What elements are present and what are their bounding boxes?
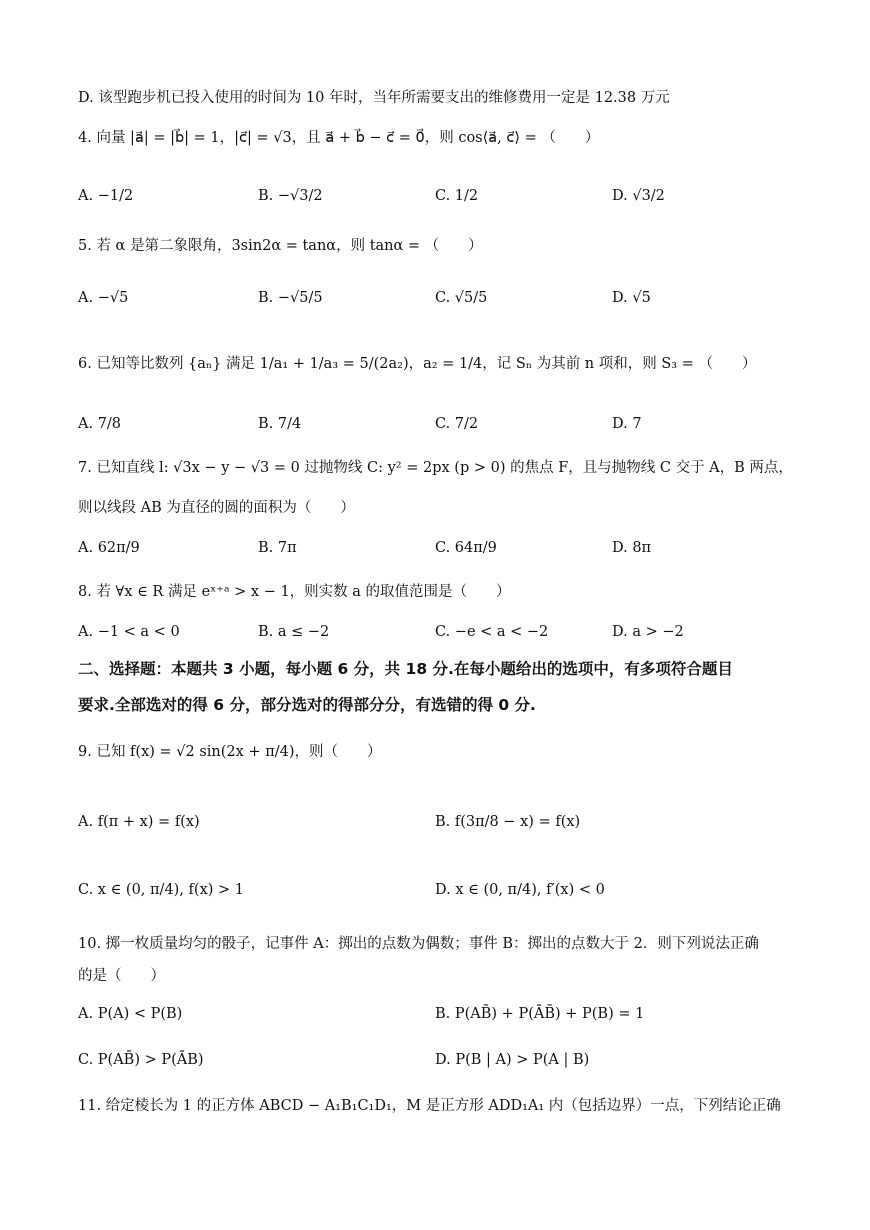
q4-option-a: A. −1/2 — [78, 188, 134, 204]
question-8-stem: 8. 若 ∀x ∈ R 满足 eˣ⁺ᵃ > x − 1，则实数 a 的取值范围是（ ） — [78, 584, 511, 600]
section-2-heading-line2: 要求.全部选对的得 6 分，部分选对的得部分分，有选错的得 0 分. — [78, 696, 536, 714]
q9-option-c: C. x ∈ (0, π/4), f(x) > 1 — [78, 882, 244, 898]
question-9-stem: 9. 已知 f(x) = √2 sin(2x + π/4)，则（ ） — [78, 744, 382, 760]
question-6-stem: 6. 已知等比数列 {aₙ} 满足 1/a₁ + 1/a₃ = 5/(2a₂)，a₂ = 1/4，记 Sₙ 为其前 n 项和，则 S₃ = （ ） — [78, 356, 757, 372]
q7-option-c: C. 64π/9 — [435, 540, 497, 556]
q6-option-a: A. 7/8 — [78, 416, 122, 432]
q8-option-c: C. −e < a < −2 — [435, 624, 549, 640]
q5-option-d: D. √5 — [612, 290, 651, 306]
question-11-stem: 11. 给定棱长为 1 的正方体 ABCD − A₁B₁C₁D₁，M 是正方形 ADD₁A₁ 内（包括边界）一点，下列结论正确 — [78, 1098, 781, 1114]
q7-option-b: B. 7π — [258, 540, 297, 556]
q5-option-a: A. −√5 — [78, 290, 129, 306]
q7-option-d: D. 8π — [612, 540, 652, 556]
q10-option-b: B. P(AB̄) + P(ĀB̄) + P(B) = 1 — [435, 1006, 645, 1022]
q4-option-b: B. −√3/2 — [258, 188, 323, 204]
q5-option-c: C. √5/5 — [435, 290, 488, 306]
q9-option-a: A. f(π + x) = f(x) — [78, 814, 200, 830]
q10-option-c: C. P(AB̄) > P(ĀB) — [78, 1052, 204, 1068]
q5-option-b: B. −√5/5 — [258, 290, 323, 306]
q6-option-c: C. 7/2 — [435, 416, 479, 432]
question-7-stem-line1: 7. 已知直线 l: √3x − y − √3 = 0 过抛物线 C: y² = 2px (p > 0) 的焦点 F，且与抛物线 C 交于 A，B 两点， — [78, 460, 793, 476]
q7-option-a: A. 62π/9 — [78, 540, 140, 556]
q4-option-c: C. 1/2 — [435, 188, 479, 204]
question-10-stem-line2: 的是（ ） — [78, 968, 165, 984]
question-10-stem-line1: 10. 掷一枚质量均匀的骰子，记事件 A：掷出的点数为偶数；事件 B：掷出的点数大于 2．则下列说法正确 — [78, 936, 759, 952]
section-2-heading-line1: 二、选择题：本题共 3 小题，每小题 6 分，共 18 分.在每小题给出的选项中，有多项符合题目 — [78, 660, 733, 678]
q8-option-b: B. a ≤ −2 — [258, 624, 330, 640]
q6-option-b: B. 7/4 — [258, 416, 302, 432]
q8-option-d: D. a > −2 — [612, 624, 684, 640]
question-4-stem: 4. 向量 |a⃗| = |b⃗| = 1，|c⃗| = √3，且 a⃗ + b⃗ − c⃗ = 0⃗，则 cos⟨a⃗, c⃗⟩ = （ ） — [78, 130, 600, 146]
q10-option-d: D. P(B | A) > P(A | B) — [435, 1052, 590, 1068]
question-5-stem: 5. 若 α 是第二象限角，3sin2α = tanα，则 tanα = （ ） — [78, 238, 483, 254]
question-3-option-d: D. 该型跑步机已投入使用的时间为 10 年时，当年所需要支出的维修费用一定是 12.38 万元 — [78, 90, 670, 106]
q6-option-d: D. 7 — [612, 416, 642, 432]
q4-option-d: D. √3/2 — [612, 188, 665, 204]
q10-option-a: A. P(A) < P(B) — [78, 1006, 183, 1022]
q8-option-a: A. −1 < a < 0 — [78, 624, 180, 640]
q9-option-d: D. x ∈ (0, π/4), f′(x) < 0 — [435, 882, 605, 898]
q9-option-b: B. f(3π/8 − x) = f(x) — [435, 814, 581, 830]
question-7-stem-line2: 则以线段 AB 为直径的圆的面积为（ ） — [78, 500, 355, 516]
